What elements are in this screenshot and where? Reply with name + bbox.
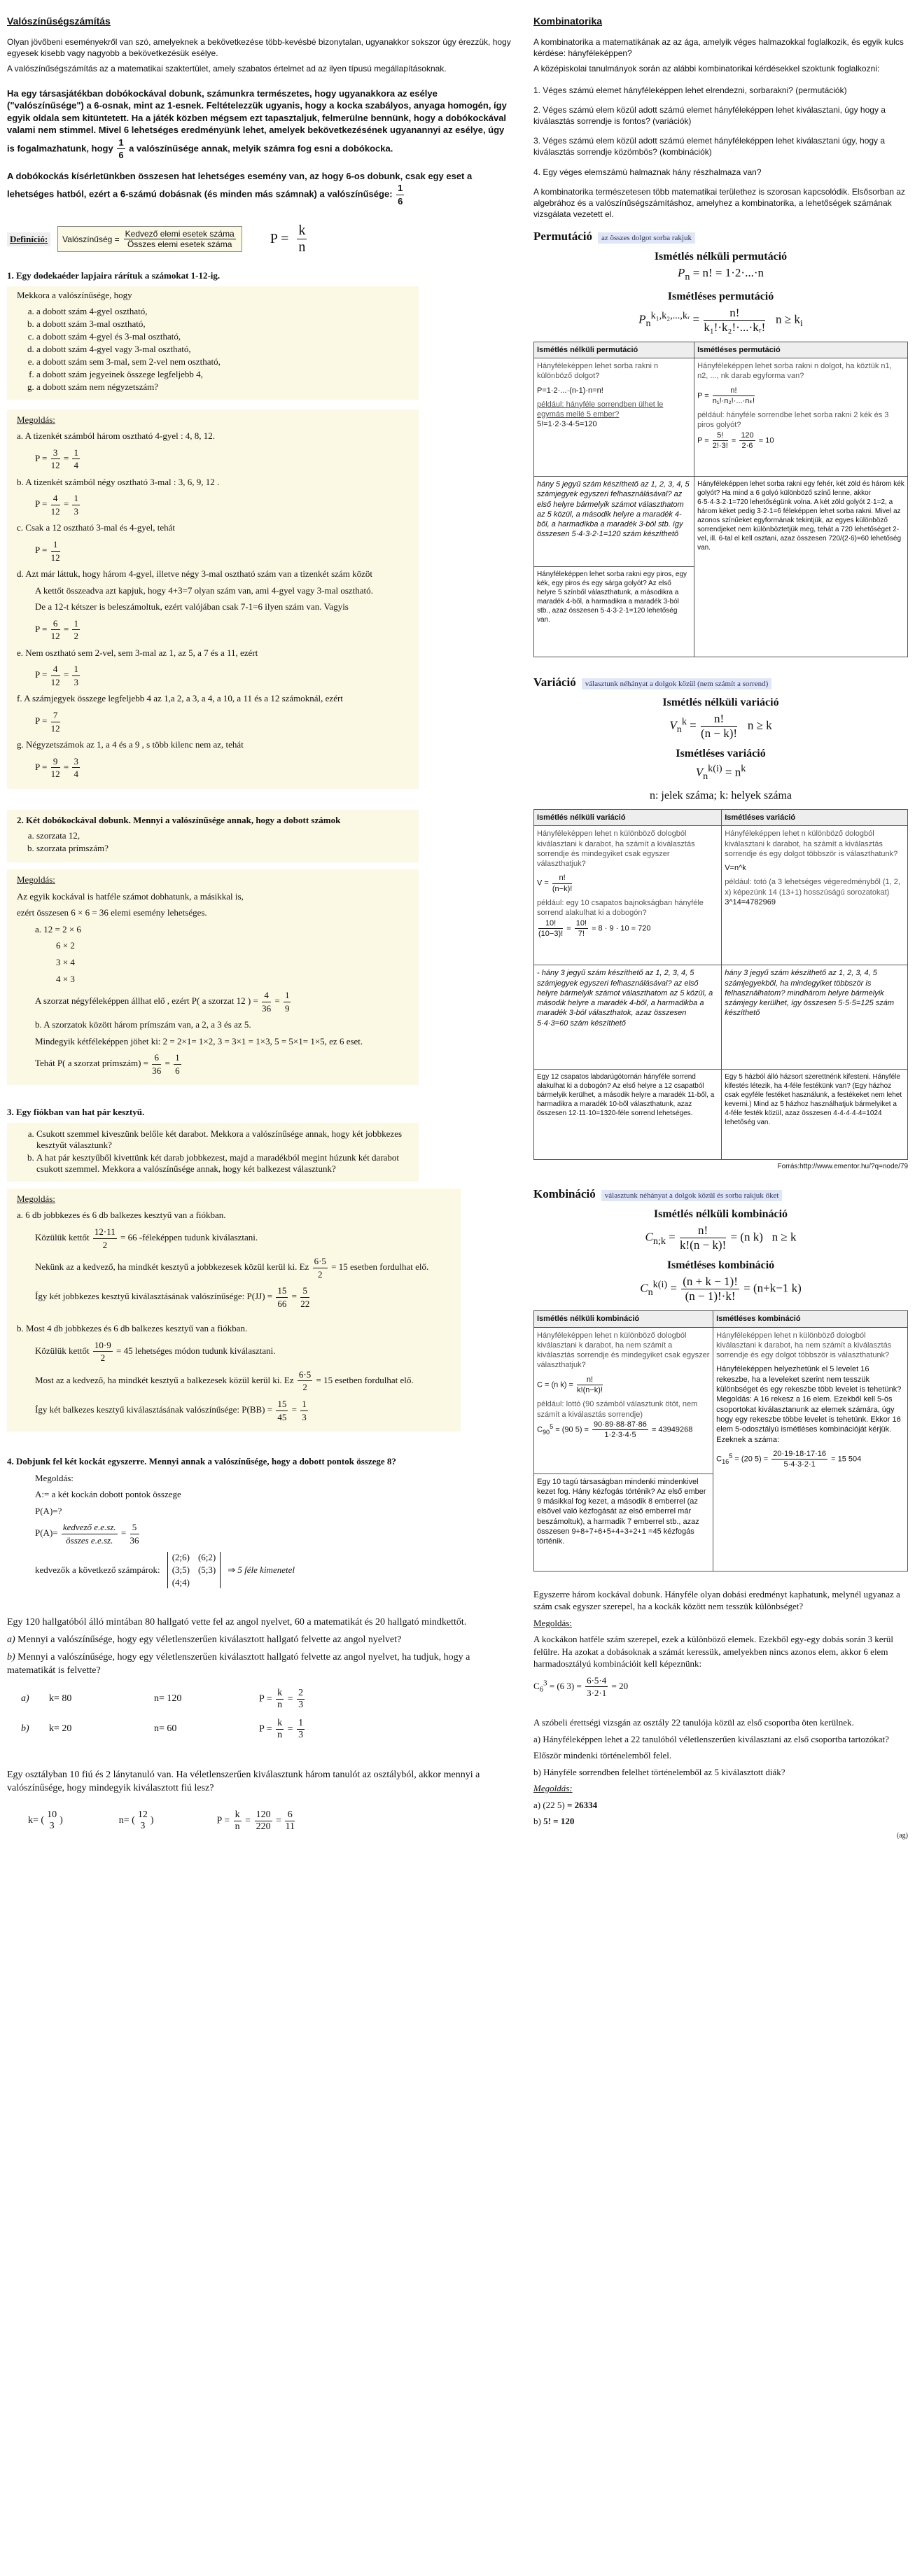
list-item: a. szorzata 12,: [36, 830, 409, 841]
komb-intro-2: A középiskolai tanulmányok során az alábbi kombinatorikai kérdésekkel szoktunk foglalkozni:: [533, 64, 880, 74]
dice-text: Ha egy társasjátékban dobókockával dobunk, számunkra természetes, hogy ugyanakkora az esélye ("valószínűsége") a 6-osnak, mint az 1-esnek. Feltételezzük ugyanis, hogy a kocka szabályos, anyaga homogén, így egyik oldala sem kitüntetett. Ha a játék közben mégsem ezt tapasztaljuk, felmerülne bennünk, hogy a dobókockával valami nem stimmel. Mivel 6 lehetséges eredményünk lehet, amelyek bekövetkezésének ugyanannyi az esélye, úgy is fogalmazhatunk, hogy: [7, 88, 507, 154]
k-value: k= 20: [49, 1723, 72, 1735]
sol-line: Így két balkezes kesztyű kiválasztásának valószínűsége: P(BB) =: [35, 1404, 273, 1415]
exercise-1-question: [7, 286, 419, 400]
table-header: Ismétléses variáció: [722, 809, 908, 825]
exercise-3-title: 3. Egy fiókban van hat pár kesztyű.: [7, 1107, 145, 1118]
kedvezo: kedvező e.e.sz.: [62, 1521, 118, 1534]
definition-text: Valószínűség =: [62, 234, 120, 244]
n: n: [277, 1699, 283, 1710]
cell-text: - hány 3 jegyű szám készíthető az 1, 2, 3, 4, 5 számjegyek egyszeri felhasználásával? az első helyre bármelyik számot választhatom az 5 közül, a második helyre a maradék 4-ből, a harmadikba a maradék 3-ból választhatok, azaz összesen 5·4·3=60 szám készíthető: [534, 965, 722, 1070]
n-label: n=: [118, 1815, 130, 1826]
perm1-rhs: = n! = 1·2·...·n: [692, 266, 764, 280]
cell-text: 3^14=4782969: [725, 898, 776, 907]
n: n: [277, 1729, 283, 1740]
den: 3: [298, 1699, 304, 1710]
exercise-2-solution: Megoldás: Az egyik kockával is hatféle számot dobhatunk, a másikkal is, ezért összesen 6 × 6 = 36 elemi esemény lehetséges. a. 12 = 2 × 6 6 × 2 3 × 4 4 × 3 A szorzat négyféleképpen állhat elő , ezért P( a szorzat 12 ) = $\frac{4}{36}$ = $\frac{1}{9}$ b. A szorzatok között három prímszám van, a 2, a 3 és az 5. Mindegyik kétféleképpen jöhet ki: 2 = 2×1= 1×2, 3 = 3×1 = 1×3, 5 = 5×1= 1×5, ez 6 eset. Tehát P( a szorzat prímszám) = $\frac{6}{36}$ = $\frac{1}{6}$: [7, 869, 419, 1085]
cell-text: Egy 5 házból álló házsort szerettnénk kifesteni. Hányféle kifestés létezik, ha 4-féle festékünk van? (Egy házhoz csak egyféle festéket használunk, a festékeket nem lehet keverni.) Mind az 5 házhoz használhatjuk bármelyiket a 4-féle festék közül, azaz összesen 4·4·4·4·4=1024 lehetőség van.: [722, 1070, 908, 1160]
sol-line: b. A szorzatok között három prímszám van, a 2, a 3 és az 5.: [35, 1019, 251, 1030]
exercise-2-title: 2. Két dobókockával dobunk. Mennyi a valószínűsége annak, hogy a dobott számok: [17, 814, 341, 825]
list-item: f. a dobott szám jegyeinek összege legfeljebb 4,: [36, 369, 409, 380]
exercise-2: [7, 810, 511, 1086]
n-value: n= 120: [154, 1693, 182, 1704]
question-3: 3. Véges számú elem közül adott számú elemet hányféleképpen lehet kiválasztani úgy, hogy a kiválasztás sorrendje közömbös? (kombinációk): [533, 136, 886, 158]
pair: (6;2): [197, 1552, 216, 1563]
right-title: Kombinatorika: [533, 15, 603, 27]
sol-line: P(A)=?: [35, 1505, 62, 1516]
den: 3: [298, 1729, 304, 1740]
exercise-5: Egy 120 hallgatóból álló mintában 80 hallgató vette fel az angol nyelvet, 60 a matematikát és 20 hallgató mindkettőt. a) Mennyi a valószínűsége, hogy egy véletlenszerűen kiválasztott hallgató felvette az angol nyelvet? b) Mennyi a valószínűsége, hogy egy véletlenszerűen kiválasztott hallgató felvette az angol nyelvet, ha tudjuk, hogy a matematikát is felvette? a) k= 80 n= 120 P = $\frac{k}{n}$ = $\frac{2}{3}$ b) k= 20 n= 60 P = $\frac{k}{n}$ = $\frac{1}{3}$: [7, 1616, 511, 1741]
num: 2: [298, 1687, 304, 1698]
sol-line: Nekünk az a kedvező, ha mindkét kesztyű a jobbkezesek közül kerül ki. Ez: [35, 1261, 309, 1273]
exercise-4-title: 4. Dobjunk fel két kockát egyszerre. Mennyi annak a valószínűsége, hogy a dobott pontok összege 8?: [7, 1456, 396, 1467]
cell-text: Egy 12 csapatos labdarúgótornán hányféle sorrend alakulhat ki a dobogón? Az első helyre a 12 csapatból bármelyik kerülhet, a második helyre a maradék 11-ből, a harmadikra a maradék 10-ből választhatunk, azaz összesen 12·11·10=1320-féle sorrend lehetséges.: [534, 1070, 722, 1160]
exercise-1-list: [17, 306, 409, 393]
sol-line: = 15 esetben fordulhat elő.: [316, 1374, 414, 1385]
num: 6: [285, 1809, 294, 1821]
question-4: 4. Egy véges elemszámú halmaznak hány részhalmaza van?: [533, 167, 762, 177]
perm2-title: Ismétléses permutáció: [667, 290, 774, 302]
definition: [7, 223, 511, 255]
komb1-title: Ismétlés nélküli kombináció: [653, 1208, 788, 1221]
var1-title: Ismétlés nélküli variáció: [662, 696, 779, 708]
dice-text-2: A dobókockás kísérletünkben összesen hat lehetséges esemény van, az hogy 6-os dobunk, csak egy eset a lehetséges hatból, ezért a 6-számú dobásnak (és minden más számnak) a valószínűsége:: [7, 170, 473, 200]
exercise-5-text: Egy 120 hallgatóból álló mintában 80 hallgató vette fel az angol nyelvet, 60 a matematikát és 20 hallgató mindkettőt.: [7, 1617, 467, 1628]
p-k-over-n: [297, 223, 307, 255]
exercise-8: A szóbeli érettségi vizsgán az osztály 22 tanulója közül az első csoportba öten kerülnek. a) Hányféleképpen lehet a 22 tanulóból véletlenszerűen kiválasztani az első csoportba tartozókat? Először mindenki történelemből felel. b) Hányféle sorrendben felelhet történelemből az 5 kiválasztott diák? Megoldás: a) (22 5) = 26334 b) 5! = 120 (ag): [533, 1716, 908, 1840]
solution-label: Megoldás:: [17, 874, 55, 886]
sol-line: A:= a két kockán dobott pontok összege: [35, 1489, 181, 1500]
exercise-7: Egyszerre három kockával dobunk. Hányféle olyan dobási eredményt kaphatunk, melynél ugyanaz a szám csak egyszer szerepel, ha a kockák között nem tesszük különbséget? Megoldás: A kockákon hatféle szám szerepel, ezek a különböző elemek. Ezekből egy-egy dobás során 3 kerül felülre. Ha azokat a dobásoknak a számát keressük, amelyekben nincs azonos elem, akkor 6 elem harmadosztályú kombinációit kell képeznünk: $C_6^3 = (6$ 3) = $\frac{6\cdot 5\cdot 4}{3\cdot 2\cdot 1}$ = 20: [533, 1588, 908, 1700]
combination-table: Ismétlés nélküli kombináció Ismétléses kombináció Hányféleképpen lehet n különböző dologból kiválasztani k darabot, ha nem számít a kiválasztás sorrendje és mindegyiket csak egyszer választhatjuk? C = (n k) = $\frac{n!}{k!(n-k)!}$ például: lottó (90 számból választunk ötöt, nem számít a kiválasztás sorrendje) $C_{90}^5 = (90$ 5) = $\frac{90\cdot 89\cdot 88\cdot 87\cdot 86}{1\cdot 2\cdot 3\cdot 4\cdot 5}$ = 43949268 Hányféleképpen lehet n különböző dologból kiválasztani k darabot, ha nem számít a kiválasztás sorrendje és egy dolgot többször is választhatunk? Hányféleképpen helyezhetünk el 5 levelet 16 rekeszbe, ha a leveleket szerint nem tesszük különbséget és egy rekeszbe több levelet is tehetünk? Megoldás: A 16 rekesz a 16 elem. Ezekből kell 5-ös csoportokat kiválasztanunk az elemek számára, úgy hogy egy rekeszbe többe levelet is tehetünk. Ekkor 16 elem 5-odosztályú ismétléses kombinációját kérjük. Ezeknek a száma: $C_{16}^5 = (20$ 5) = $\frac{20\cdot 19\cdot 18\cdot 17\cdot 16}{5\cdot 4\cdot 3\cdot 2\cdot 1}$ = 15 504 Egy 10 tagú társaságban mindenki mindenkivel kezet fog. Hány kézfogás történik? Az első ember 9 másikkal fog kezet, a második 8 emberrel (az elsővel való kézfogását az első emberrel már beszámoltuk), a harmadik 7 emberrel stb., azaz összesen 9+8+7+6+5+4+3+2+1 =45 kézfogás történik.: [533, 1310, 908, 1571]
sol-c: Csak a 12 osztható 3-mal és 4-gyel, tehát: [25, 522, 176, 533]
sol-line: a. 12 = 2 × 6: [35, 923, 81, 934]
question-1: 1. Véges számú elemet hányféleképpen lehet elrendezni, sorbarakni? (permutációk): [533, 85, 847, 95]
num: 1: [298, 1717, 304, 1728]
perm1-formula: $P_n = n$! = 1·2·...·n: [677, 266, 764, 283]
sol-line: = 15 esetben fordulhat elő.: [331, 1261, 429, 1273]
variation-table: Ismétlés nélküli variáció Ismétléses variáció Hányféleképpen lehet n különböző dologból kiválasztani k darabot, ha számít a kiválasztás sorrendje és mindegyiket csak egyszer választhatjuk? V = $\frac{n!}{(n-k)!}$ például: egy 10 csapatos bajnokságban hányféle sorrend alakulhat ki a dobogón? $\frac{10!}{(10-3)!}$ = $\frac{10!}{7!}$ = 8 · 9 · 10 = 720 Hányféleképpen lehet n különböző dologból kiválasztani k darabot, ha számít a kiválasztás sorrendje és egy dolgot többször is választhatunk? V=n^k például: totó (a 3 lehetséges végeredményből (1, 2, x) képezünk 14 (13+1) hosszúságú sorozatokat) 3^14=4782969 - hány 3 jegyű szám készíthető az 1, 2, 3, 4, 5 számjegyek egyszeri felhasználásával? az első helyre bármelyik számot választhatom az 5 közül, a második helyre a maradék 4-ből, a harmadikba a maradék 3-ból választhatok, azaz összesen 5·4·3=60 szám készíthető hány 3 jegyű szám készíthető az 1, 2, 3, 4, 5 számjegyekből, ha mindegyiket többször is felhasználhatom? mindhárom helyre bármelyik számjegy kerülhet, így összesen 5·5·5=125 szám készíthető Egy 12 csapatos labdarúgótornán hányféle sorrend alakulhat ki a dobogón? Az első helyre a 12 csapatból bármelyik kerülhet, a második helyre a maradék 11-ből, a harmadikra a maradék 10-ből választhatunk, azaz összesen 12·11·10=1320-féle sorrend lehetséges. Egy 5 házból álló házsort szerettnénk kifesteni. Hányféle kifestés létezik, ha 4-féle festékünk van? (Egy házhoz csak egyféle festéket használunk, a festékeket nem lehet keverni.) Mind az 5 házhoz használhatjuk bármelyiket a 4-féle festék közül, azaz összesen 4·4·4·4·4=1024 lehetőség van.: [533, 809, 908, 1160]
sol-g: Négyzetszámok az 1, a 4 és a 9 , s több kilenc nem az, tehát: [26, 739, 244, 750]
cell-text: 5!=1·2·3·4·5=120: [537, 420, 597, 429]
exercise-8-text: A szóbeli érettségi vizsgán az osztály 22 tanulója közül az első csoportba öten kerülnek.: [533, 1716, 854, 1728]
exercise-1-prompt: Mekkora a valószínűsége, hogy: [17, 290, 132, 301]
komb1-formula: $C_{n;k}$ = $\frac{n!}{k!(n - k)!}$ = (n k) n ≥ k: [645, 1224, 797, 1252]
exercise-6-text: Egy osztályban 10 fiú és 2 lánytanuló van. Ha véletlenszerűen kiválasztunk három tanulót az osztályból, akkor mennyi a valószínűsége, hogy mindegyik kiválasztott fiú lesz?: [7, 1769, 480, 1793]
sol-line: ezért összesen 6 × 6 = 36 elemi esemény lehetséges.: [17, 907, 207, 918]
k: k: [277, 1717, 283, 1728]
definition-box: [57, 226, 242, 252]
corner-mark: (ag): [896, 1831, 908, 1840]
label-a: a): [21, 1693, 29, 1704]
p-formula: P =: [270, 231, 289, 247]
cell-text: = 10: [758, 436, 774, 445]
sol-line: Így két jobbkezes kesztyű kiválasztásának valószínűsége: P(JJ) =: [35, 1291, 273, 1302]
exercise-1-solution: Megoldás: a. A tizenkét számból három osztható 4-gyel : 4, 8, 12. P = $\frac{3}{12}$ = $\frac{1}{4}$ b. A tizenkét számból négy osztható 3-mal : 3, 6, 9, 12 . P = $\frac{4}{12}$ = $\frac{1}{3}$ c. Csak a 12 osztható 3-mal és 4-gyel, tehát P = $\frac{1}{12}$ d. Azt már láttuk, hogy három 4-gyel, illetve négy 3-mal osztható szám van a tizenkét szám közöt A kettőt összeadva azt kapjuk, hogy 4+3=7 olyan szám van, ami 4-gyel vagy 3-mal osztható. De a 12-t kétszer is beleszámoltuk, ezért valójában csak 7-1=6 ilyen szám van. Vagyis P = $\frac{6}{12}$ = $\frac{1}{2}$ e. Nem osztható sem 2-vel, sem 3-mal az 1, az 5, a 7 és a 11, ezért P = $\frac{4}{12}$ = $\frac{1}{3}$ f. A számjegyek összege legfeljebb 4 az 1,a 2, a 3, a 4, a 10, a 11 és a 12 számoknál, ezért P = $\frac{7}{12}$ g. Négyzetszámok az 1, a 4 és a 9 , s több kilenc nem az, tehát P = $\frac{9}{12}$ = $\frac{3}{4}$: [7, 410, 419, 789]
cell-text: például: totó (a 3 lehetséges végeredményből (1, 2, x) képezünk 14 (13+1) hosszúságú sorozatokat): [725, 878, 900, 897]
sol-line: -féleképpen tudunk kiválasztani.: [139, 1232, 258, 1243]
cell-text: például: hányféle sorrendben ülhet le egymás mellé 5 ember?: [537, 400, 664, 419]
cell-text: Hányféleképpen lehet n különböző dologból kiválasztani k darabot, ha nem számít a kiválasztás sorrendje és mindegyiket csak egyszer választhatjuk?: [537, 1331, 710, 1370]
fraction-1-6: $\frac{1}{6}$: [118, 136, 124, 161]
den: 11: [285, 1821, 295, 1832]
komb2-title: Ismétléses kombináció: [666, 1259, 775, 1272]
den: 220: [256, 1821, 271, 1832]
cell-text: Hányféleképpen lehet sorba rakni n dolgot, ha köztük n1, n2, ..., nk darab egyforma van?: [697, 361, 892, 381]
var2-title: Ismétléses variáció: [676, 747, 766, 760]
n: n: [235, 1821, 240, 1832]
cell-text: = 15 504: [831, 1455, 862, 1464]
var-note: n: jelek száma; k: helyek száma: [649, 789, 792, 802]
komb-outro: A kombinatorika természetesen több matematikai területhez is szorosan kapcsolódik. Elsősorban az algebrához és a valószínűségszámításhoz, amelyhez a kombinatorika, a lehetőségek számának vizsgálata vezetett el.: [533, 186, 905, 220]
sol-line: Mindegyik kétféleképpen jöhet ki: 2 = 2×1= 1×2, 3 = 3×1 = 1×3, 5 = 5×1= 1×5, ez 6 eset.: [35, 1035, 363, 1046]
sol-line: = 45 lehetséges módon tudunk kiválasztani.: [116, 1345, 276, 1356]
sol-line: 6 × 2: [56, 940, 75, 951]
table-header: Ismétléses kombináció: [713, 1311, 908, 1327]
definition-numerator: Kedvező elemi esetek száma: [125, 229, 235, 239]
solution-label: Megoldás:: [533, 1783, 573, 1794]
komb-intro-1: A kombinatorika a matematikának az az ága, amelyik véges halmazokkal foglalkozik, és egyik kulcs kérdése: hányféleképpen?: [533, 37, 904, 59]
definition-denominator: Összes elemi esetek száma: [127, 239, 232, 250]
intro-2: A valószínűségszámítás az a matematikai szaktertület, amely szabatos értelmet ad az ilyen típusú megállapításoknak.: [7, 64, 447, 74]
k: k: [235, 1809, 240, 1820]
cell-text: Hányféleképpen lehet n különböző dologból kiválasztani k darabot, ha számít a kiválasztás sorrendje és mindegyiket csak egyszer választhatjuk?: [537, 830, 695, 869]
source-link[interactable]: Forrás:http://www.ementor.hu/?q=node/79: [777, 1163, 908, 1171]
question-2: 2. Véges számú elem közül adott számú elemet hányféleképpen lehet kiválasztani, úgy hogy a kiválasztás sorrendje is fontos? (variációk): [533, 104, 886, 126]
sol-line: b. Most 4 db jobbkezes és 6 db balkezes kesztyű van a fiókban.: [17, 1323, 248, 1334]
list-item: d. a dobott szám 4-gyel vagy 3-mal osztható,: [36, 344, 409, 355]
table-header: Ismétlés nélküli permutáció: [534, 342, 694, 358]
n-value: n= 60: [154, 1723, 177, 1735]
p-eq: P =: [259, 1723, 272, 1735]
exercise-7-solution: A kockákon hatféle szám szerepel, ezek a különböző elemek. Ezekből egy-egy dobás során 3 kerül felülre. Ha azokat a dobásoknak a számát keressük, amelyekben nincs azonos elem, akkor 6 elem harmadosztályú kombinációit kell képeznünk:: [533, 1634, 894, 1670]
left-title: Valószínűségszámítás: [7, 15, 111, 27]
exercise-5-a: Mennyi a valószínűsége, hogy egy véletlenszerűen kiválasztott hallgató felvette az angol nyelvet?: [18, 1634, 402, 1646]
sol-line: Közülük kettőt: [35, 1345, 90, 1356]
cell-text: például: hányféle sorrendbe lehet sorba rakni 2 kék és 3 piros golyót?: [697, 411, 889, 430]
exercise-7-text: Egyszerre három kockával dobunk. Hányféle olyan dobási eredményt kaphatunk, melynél ugyanaz a szám csak egyszer szerepel, ha a kockák között nem tesszük különbséget?: [533, 1588, 900, 1612]
fraction-1-6b: $\frac{1}{6}$: [398, 183, 403, 206]
eq: =: [287, 1693, 293, 1704]
definition-fraction: [124, 229, 236, 249]
exercise-1-title: 1. Egy dodekaéder lapjaira rárítuk a számokat 1-12-ig.: [7, 270, 221, 281]
list-item: a. Csukott szemmel kiveszünk belőle két darabot. Mekkora a valószínűsége annak, hogy két jobbkezes kesztyűt választunk?: [36, 1128, 409, 1151]
cell-text: hány 5 jegyű szám készíthető az 1, 2, 3, 4, 5 számjegyek egyszeri felhasználásával? az első helyre bármelyik számot választhatom az 5 közül, a második helyre a maradék 4-ből, a harmadikba a maradék 3-ból stb. így összesen 5·4·3·2·1=120 szám készíthető: [534, 476, 694, 566]
sol-line: Közülük kettőt: [35, 1232, 90, 1243]
sol-line: A szorzat négyféleképpen állhat elő , ezért P( a szorzat 12 ) =: [35, 995, 258, 1007]
cell-text: Hányféleképpen helyezhetünk el 5 levelet 16 rekeszbe, ha a leveleket szerint nem tesszük különbséget és egy rekeszbe több levelet is tehetünk? Megoldás: A 16 rekesz a 16 elem. Ezekből kell 5-ös csoportokat kiválasztanunk az elemek számára, úgy hogy egy rekeszbe többe levelet is tehetünk. Ekkor 16 elem 5-odosztályú ismétléses kombinációját kérjük. Ezeknek a száma:: [716, 1365, 902, 1444]
pair: (2;6): [172, 1552, 190, 1563]
cell-text: Hányféleképpen lehet n különböző dologból kiválasztani k darabot, ha nem számít a kiválasztás sorrendje és egy dolgot többször is választhatunk?: [716, 1331, 892, 1360]
cell-text: hány 3 jegyű szám készíthető az 1, 2, 3, 4, 5 számjegyekből, ha mindegyiket többször is felhasználhatom? mindhárom helyre bármelyik számjegy kerülhet, így összesen 5·5·5=125 szám készíthető: [722, 965, 908, 1070]
exercise-3-solution: Megoldás: a. 6 db jobbkezes és 6 db balkezes kesztyű van a fiókban. Közülük kettőt $\frac{12\cdot 11}{2}$ = 66 -féleképpen tudunk kiválasztani. Nekünk az a kedvező, ha mindkét kesztyű a jobbkezesek közül kerül ki. Ez $\frac{6\cdot 5}{2}$ = 15 esetben fordulhat elő. Így két jobbkezes kesztyű kiválasztásának valószínűsége: P(JJ) = $\frac{15}{66}$ = $\frac{5}{22}$ b. Most 4 db jobbkezes és 6 db balkezes kesztyű van a fiókban. Közülük kettőt $\frac{10\cdot 9}{2}$ = 45 lehetséges módon tudunk kiválasztani. Most az a kedvező, ha mindkét kesztyű a balkezesek közül kerül ki. Ez $\frac{6\cdot 5}{2}$ = 15 esetben fordulhat elő. Így két balkezes kesztyű kiválasztásának valószínűsége: P(BB) = $\frac{15}{45}$ = $\frac{1}{3}$: [7, 1189, 461, 1432]
sol-d: Azt már láttuk, hogy három 4-gyel, illetve négy 3-mal osztható szám van a tizenkét szám közöt: [25, 568, 372, 580]
sol-line: 3 × 4: [56, 956, 75, 967]
list-item: e. a dobott szám sem 3-mal, sem 2-vel nem osztható,: [36, 356, 409, 368]
combination-heading: [533, 1187, 908, 1201]
exercise-5-b: Mennyi a valószínűsége, hogy egy véletlenszerűen kiválasztott hallgató felvette az angol nyelvet, ha tudjuk, hogy a matematikát is felvette?: [7, 1652, 470, 1676]
definition-label: Definíció:: [7, 232, 50, 246]
solution-label: Megoldás:: [17, 1193, 55, 1204]
cell-text: V=n^k: [725, 864, 746, 873]
list-item: c. a dobott szám 4-gyel és 3-mal osztható,: [36, 331, 409, 342]
k-value: k= 80: [49, 1693, 72, 1704]
perm1-title: Ismétlés nélküli permutáció: [654, 251, 788, 263]
var1-formula: $V_n^k$ = $\frac{n!}{(n - k)!}$ n ≥ k: [669, 711, 772, 740]
perm-symbol: P: [677, 266, 685, 280]
left-column: [7, 0, 511, 1833]
dice-text-end: a valószínűsége annak, melyik számra fog esni a dobókocka.: [129, 143, 393, 154]
exercise-3: [7, 1106, 511, 1432]
cell-text: = 43949268: [651, 1425, 693, 1434]
outcome-count: 5 féle kimenetel: [237, 1564, 295, 1576]
sol-a: A tizenkét számból három osztható 4-gyel : 4, 8, 12.: [25, 430, 216, 442]
sol-d2: A kettőt összeadva azt kapjuk, hogy 4+3=7 olyan szám van, ami 4-gyel vagy 3-mal osztható.: [35, 584, 373, 596]
perm2-formula: $P_n^{k_1,k_2,...,kᵣ}$ = $\frac{n!}{\text{k₁!·k₂!·...·kᵣ!}}$ $n \ge k_i$: [638, 305, 803, 334]
sol-line: a. 6 db jobbkezes és 6 db balkezes kesztyű van a fiókban.: [17, 1210, 226, 1221]
table-header: Ismétléses permutáció: [694, 342, 908, 358]
intro-1: Olyan jövőbeni eseményekről van szó, amelyeknek a bekövetkezése több-kevésbé bizonytalan, ugyanakkor sokszor úgy érezzük, hogy egyesek kisebb vagy nagyobb a bekövetkezésük esélye.: [7, 37, 511, 59]
list-item: b. szorzata prímszám?: [36, 843, 409, 854]
list-item: b. A hat pár kesztyűből kivettünk két darab jobbkezest, majd a maradékból megint húzunk két darabot csukott szemmel. Mekkora a valószínűsége annak, hogy két balkezest választunk?: [36, 1152, 409, 1175]
pair: (4;4): [172, 1577, 190, 1588]
sol-line: 4 × 3: [56, 973, 75, 984]
var2-formula: $V_n^{k(i)} = n^k$: [695, 762, 746, 782]
right-column: [533, 0, 908, 1840]
dice-paragraph: [7, 88, 511, 162]
combination-tag: választunk néhányat a dolgok közül és sorba rakjuk őket: [601, 1190, 783, 1201]
sol-line: Most az a kedvező, ha mindkét kesztyű a balkezesek közül kerül ki. Ez: [35, 1374, 294, 1385]
cell-text: Hányféleképpen lehet sorba rakni n különböző dolgot?: [537, 361, 659, 381]
sol-b: A tizenkét számból négy osztható 3-mal : 3, 6, 9, 12 .: [25, 476, 220, 487]
dice-paragraph-2: [7, 170, 511, 208]
permutation-title: Permutáció: [533, 230, 593, 244]
exercise-2-question: [7, 810, 419, 863]
eq: =: [287, 1723, 293, 1735]
exercise-7-result: = 20: [611, 1680, 629, 1691]
sol-line: Az egyik kockával is hatféle számot dobhatunk, a másikkal is,: [17, 890, 244, 902]
solution-label: Megoldás:: [533, 1617, 572, 1628]
variation-tag: választunk néhányat a dolgok közül (nem számít a sorrend): [582, 678, 771, 690]
sol-e: Nem osztható sem 2-vel, sem 3-mal az 1, az 5, a 7 és a 11, ezért: [25, 647, 258, 658]
list-item: a. a dobott szám 4-gyel osztható,: [36, 306, 409, 317]
variation-title: Variáció: [533, 675, 576, 689]
sol-line: Tehát P( a szorzat prímszám) =: [35, 1058, 148, 1069]
osszes: összes e.e.sz.: [66, 1534, 113, 1546]
komb2-formula: $C_n^{k(i)}$ = $\frac{(n + k - 1)!}{(n - 1)!\cdot k!}$ = (n+k−1 k): [640, 1275, 802, 1303]
cell-text: P=1·2·...·(n-1)·n=n!: [537, 386, 603, 395]
permutation-heading: [533, 230, 908, 244]
exercise-8-b: b) Hányféle sorrendben felelhet történelemből az 5 kiválasztott diák?: [533, 1766, 785, 1777]
exercise-8-a: a) Hányféleképpen lehet a 22 tanulóból véletlenszerűen kiválasztani az első csoportba tartozókat?: [533, 1733, 889, 1744]
label-b: b): [21, 1723, 29, 1735]
cell-text: Egy 10 tagú társaságban mindenki mindenkivel kezet fog. Hány kézfogás történik? Az első ember 9 másikkal fog kezet, a második 8 emberrel (az elsővel való kézfogását az első emberrel már beszámoltuk), a harmadik 7 emberrel stb., azaz összesen 9+8+7+6+5+4+3+2+1 =45 kézfogás történik.: [534, 1474, 713, 1571]
sol-d3: De a 12-t kétszer is beleszámoltuk, ezért valójában csak 7-1=6 ilyen szám van. Vagyis: [35, 601, 349, 612]
cell-text: Hányféleképpen lehet sorba rakni egy fehér, két zöld és három kék golyót? Ha mind a 6 golyó különböző színű lenne, akkor 6·5·4·3·2·1=720 lehetőségünk volna. A két zöld golyót 2·1=2, a három kéket pedig 3·2·1=6 féleképpen lehet sorba rakni. Mivel az azonos színűeket egyformának tekintjük, az egyes különböző sorrendjeket nem különböztetjük meg, tehát a 720 lehetőséget 2-vel, ill. 6-tal el kell osztani, azaz összesen 720/(2·6)=60 lehetőség van.: [694, 476, 908, 657]
exercise-6: Egy osztályban 10 fiú és 2 lánytanuló van. Ha véletlenszerűen kiválasztunk három tanulót az osztályból, akkor mennyi a valószínűsége, hogy mindegyik kiválasztott fiú lesz? k= ( 10 3 ) n= ( 12 3 ) P = $\frac{k}{n}$ = $\frac{120}{220}$ = $\frac{6}{11}$: [7, 1769, 511, 1833]
exercise-4: 4. Dobjunk fel két kockát egyszerre. Mennyi annak a valószínűsége, hogy a dobott pontok összege 8? Megoldás: A:= a két kockán dobott pontok összege P(A)=? P(A)= $\frac{\text{kedvező e.e.sz.}}{\text{összes e.e.sz.}}$ = $\frac{5}{36}$ kedvezők a következő számpárok: (2;6) (6;2) (3;5) (5;3) (4;4) ⇒ 5 féle kimenetel: [7, 1455, 511, 1588]
variation-heading: [533, 676, 908, 690]
table-header: Ismétlés nélküli kombináció: [534, 1311, 713, 1327]
p-k: k: [298, 223, 306, 239]
permutation-table: Ismétlés nélküli permutáció Ismétléses permutáció Hányféleképpen lehet sorba rakni n különböző dolgot? P=1·2·...·(n-1)·n=n! például: hányféle sorrendben ülhet le egymás mellé 5 ember? 5!=1·2·3·4·5=120 Hányféleképpen lehet sorba rakni n dolgot, ha köztük n1, n2, ..., nk darab egyforma van? P = $\frac{n!}{\text{n₁!·n₂!·...·nₖ!}}$ például: hányféle sorrendbe lehet sorba rakni 2 kék és 3 piros golyót? P = $\frac{5!}{2!\cdot 3!}$ = $\frac{120}{2\cdot 6}$ = 10 hány 5 jegyű szám készíthető az 1, 2, 3, 4, 5 számjegyek egyszeri felhasználásával? az első helyre bármelyik számot választhatom az 5 közül, a második helyre a maradék 4-ből, a harmadikba a maradék 3-ból stb. így összesen 5·4·3·2·1=120 szám készíthető Hányféleképpen lehet sorba rakni egy fehér, két zöld és három kék golyót? Ha mind a 6 golyó különböző színű lenne, akkor 6·5·4·3·2·1=720 lehetőségünk volna. A két zöld golyót 2·1=2, a három kéket pedig 3·2·1=6 féleképpen lehet sorba rakni. Mivel az azonos színűeket egyformának tekintjük, az egyes különböző sorrendjeket nem különböztetjük meg, tehát a 720 lehetőséget 2-vel, ill. 6-tal el kell osztani, azaz összesen 720/(2·6)=60 lehetőség van. Hányféleképpen lehet sorba rakni egy piros, egy kék, egy piros és egy sárga golyót? Az első helyre 5 színből választhatunk, a másodikra a maradék 4-ből, a harmadikra a maradék 3-ból stb., azaz összesen 5·4·3·2·1=120 lehetőség van.: [533, 342, 908, 657]
sol-line: Megoldás:: [35, 1472, 74, 1483]
num: 120: [256, 1809, 271, 1820]
permutation-tag: az összes dolgot sorba rakjuk: [598, 232, 695, 244]
exercise-8-result-a: = 26334: [567, 1799, 598, 1810]
cell-text: = 8 · 9 · 10 = 720: [592, 924, 651, 933]
cell-text: Hányféleképpen lehet sorba rakni egy piros, egy kék, egy piros és egy sárga golyót? Az első helyre 5 színből választhatunk, a másodikra a maradék 4-ből, a harmadikra a maradék 3-ból stb., azaz összesen 5·4·3·2·1=120 lehetőség van.: [534, 566, 694, 657]
cell-text: például: egy 10 csapatos bajnokságban hányféle sorrend alakulhat ki a dobogón?: [537, 899, 704, 918]
pair: (5;3): [197, 1564, 216, 1576]
eq: =: [276, 1815, 281, 1826]
solution-label: Megoldás:: [17, 414, 55, 425]
sol-f: A számjegyek összege legfeljebb 4 az 1,a 2, a 3, a 4, a 10, a 11 és a 12 számoknál, ezért: [24, 693, 343, 704]
p-n: n: [298, 239, 306, 255]
cell-text: például: lottó (90 számból választunk ötöt, nem számít a kiválasztás sorrendje): [537, 1400, 698, 1419]
pairs-label: kedvezők a következő számpárok:: [35, 1564, 160, 1576]
k: k: [277, 1687, 283, 1698]
k-label: k=: [28, 1815, 39, 1826]
p-eq: P =: [259, 1693, 272, 1704]
cell-text: Hányféleképpen lehet n különböző dologból kiválasztani k darabot, ha számít a kiválasztás sorrendje és egy dolgot többször is választhatunk?: [725, 830, 898, 858]
pair: (3;5): [172, 1564, 190, 1576]
p-eq: P =: [216, 1815, 230, 1826]
table-header: Ismétlés nélküli variáció: [534, 809, 722, 825]
list-item: b. a dobott szám 3-mal osztható,: [36, 318, 409, 330]
exercise-8-result-b: 5! = 120: [543, 1816, 575, 1827]
list-item: g. a dobott szám nem négyzetszám?: [36, 382, 409, 393]
combination-title: Kombináció: [533, 1187, 596, 1201]
exercise-1: [7, 270, 511, 788]
exercise-8-note: Először mindenki történelemből felel.: [533, 1750, 672, 1761]
eq: =: [245, 1815, 251, 1826]
